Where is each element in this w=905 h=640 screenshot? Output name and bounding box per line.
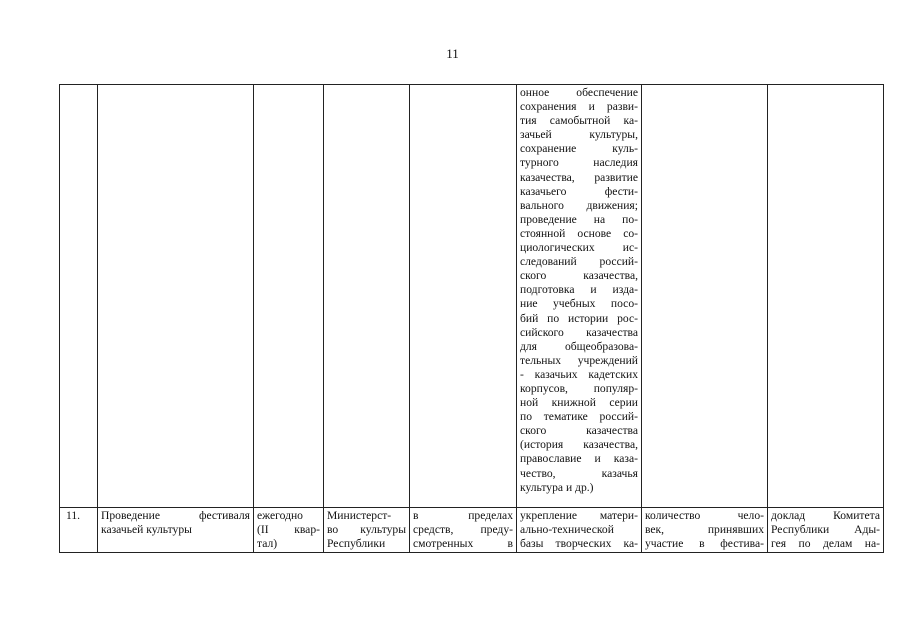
result-line: казачьего фести- (520, 184, 638, 198)
result-line: тельных учреждений (520, 353, 638, 367)
result-line: сийского казачества (520, 325, 638, 339)
indicator-line: век, принявших (645, 523, 764, 537)
event-line: казачьей культуры (101, 523, 192, 537)
cell-number (60, 85, 98, 508)
page-number: 11 (446, 46, 459, 61)
table-row-11 (60, 508, 884, 553)
cell-executor (324, 85, 410, 508)
row-number: 11. (60, 508, 98, 553)
cell-event (98, 85, 254, 508)
result-line: проведение на по- (520, 212, 638, 226)
funding-line: средств, преду- (413, 523, 513, 537)
indicator-line: участие в фестива- (645, 537, 764, 551)
result-line: ского казачества, (520, 269, 638, 283)
result-line: циологических ис- (520, 241, 638, 255)
result-line: культура и др.) (520, 480, 594, 494)
result-line: - казачьих кадетских (520, 367, 638, 381)
continuation-row (60, 85, 884, 508)
result-line: турного наследия (520, 156, 638, 170)
result-line: корпусов, популяр- (520, 381, 638, 395)
cell-event (98, 508, 254, 553)
result-line: укрепление матери- (520, 509, 638, 522)
result-line: для общеобразова- (520, 339, 638, 353)
executor-line: во культуры (327, 523, 406, 537)
period-line: (II квар- (257, 523, 320, 537)
executor-line: Министерст- (327, 509, 392, 522)
cell-report (768, 508, 884, 553)
result-line: онное обеспечение (520, 86, 638, 99)
result-line: сохранения и разви- (520, 100, 638, 114)
executor-line: Республики (327, 537, 386, 551)
cell-indicator (642, 85, 768, 508)
result-line: ние учебных посо- (520, 297, 638, 311)
indicator-line: количество чело- (645, 509, 764, 522)
period-line: ежегодно (257, 509, 303, 522)
cell-funding (410, 85, 517, 508)
result-line: следований россий- (520, 255, 638, 269)
cell-period (254, 85, 324, 508)
report-line: Республики Ады- (771, 523, 880, 537)
period-line: тал) (257, 537, 278, 551)
result-line: чество, казачья (520, 466, 638, 480)
result-line: вального движения; (520, 198, 638, 212)
result-line: по тематике россий- (520, 410, 638, 424)
result-line: сохранение куль- (520, 142, 638, 156)
cell-funding (410, 508, 517, 553)
result-line: (история казачества, (520, 438, 638, 452)
result-line: ной книжной серии (520, 396, 638, 410)
cell-result (517, 85, 642, 508)
funding-line: смотренных в (413, 537, 513, 551)
result-line: казачества, развитие (520, 170, 638, 184)
result-line: базы творческих ка- (520, 537, 638, 551)
funding-line: в пределах (413, 509, 513, 522)
result-line: стоянной основе со- (520, 226, 638, 240)
report-line: гея по делам на- (771, 537, 880, 551)
cell-result (517, 508, 642, 553)
cell-indicator (642, 508, 768, 553)
result-line: бий по истории рос- (520, 311, 638, 325)
cell-period (254, 508, 324, 553)
result-line: подготовка и изда- (520, 283, 638, 297)
cell-executor (324, 508, 410, 553)
result-line: ского казачества (520, 424, 638, 438)
activities-table (59, 84, 884, 553)
event-line: Проведение фестиваля (101, 509, 250, 522)
report-line: доклад Комитета (771, 509, 880, 522)
result-line: тия самобытной ка- (520, 114, 638, 128)
result-line: православие и каза- (520, 452, 638, 466)
result-line: ально-технической (520, 523, 614, 537)
cell-report (768, 85, 884, 508)
result-line: зачьей культуры, (520, 128, 638, 142)
